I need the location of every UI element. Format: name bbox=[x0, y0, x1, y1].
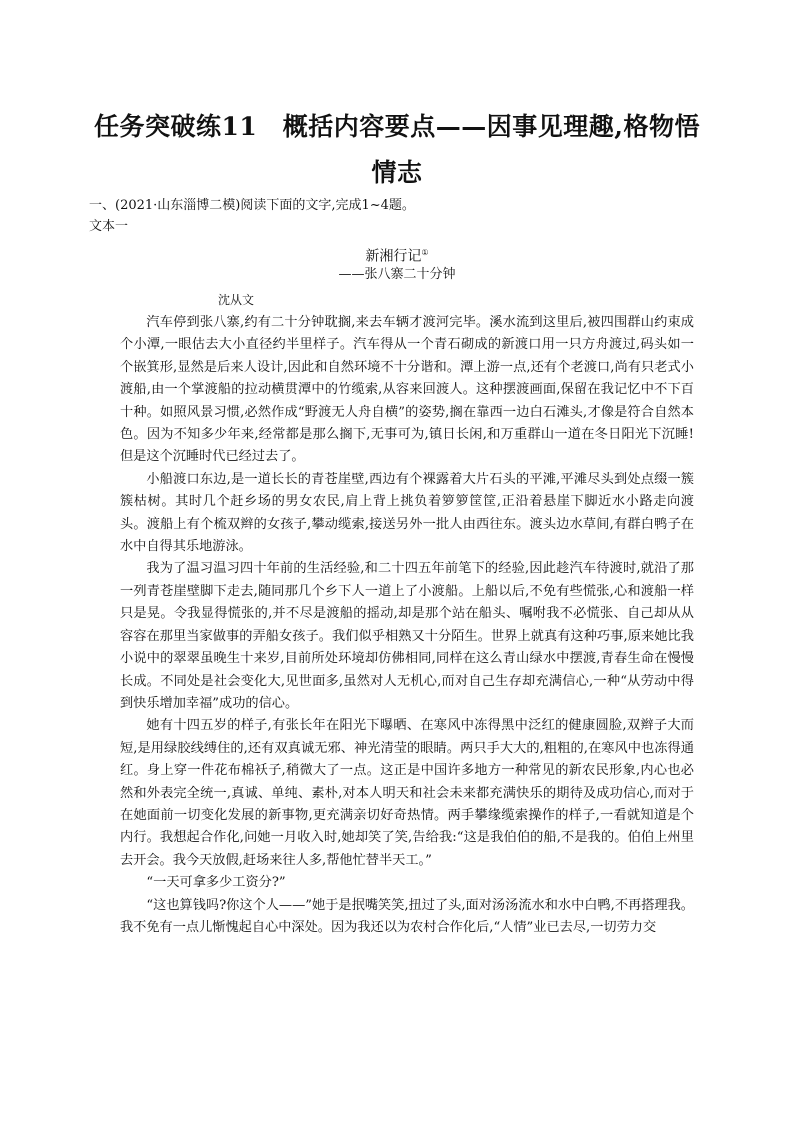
paragraph: “这也算钱吗?你这个人——”她于是抿嘴笑笑,扭过了头,面对汤汤流水和水中白鸭,不再搭理我。我不免有一点儿惭愧起自心中深处。因为我还以为农村合作化后,“人情”业已去尽,一切劳力交 bbox=[120, 897, 694, 935]
paragraph: 她有十四五岁的样子,有张长年在阳光下曝晒、在寒风中冻得黑中泛红的健康圆脸,双辫子大而短,是用绿胶线缚住的,还有双真诚无邪、神光清莹的眼睛。两只手大大的,粗粗的,在寒风中也冻得通红。身上穿一件花布棉袄子,稍微大了一点。这正是中国许多地方一种常见的新农民形象,内心也必然和外表完全统一,真诚、单纯、素朴,对本人明天和社会未来都充满快乐的期待及成功信心,而对于在她面前一切变化发展的新事物,更充满亲切好奇热情。两手攀缘缆索操作的样子,一看就知道是个内行。我想起合作化,问她一月收入时,她却笑了笑,告给我:“这是我伯伯的船,不是我的。伯伯上州里去开会。我今天放假,赶场来往人多,帮他忙替半天工。” bbox=[120, 718, 694, 868]
footnote-mark: ① bbox=[421, 248, 429, 257]
paragraph: 汽车停到张八寨,约有二十分钟耽搁,来去车辆才渡河完毕。溪水流到这里后,被四围群山约束成个小潭,一眼估去大小直径约半里样子。汽车得从一个青石砌成的新渡口用一只方舟渡过,码头如一个嵌箕形,显然是后来人设计,因此和自然环境不十分谐和。潭上游一点,还有个老渡口,尚有只老式小渡船,由一个掌渡船的拉动横贯潭中的竹缆索,从容来回渡人。这种摆渡画面,保留在我记忆中不下百十种。如照风景习惯,必然作成“野渡无人舟自横”的姿势,搁在靠西一边白石滩头,才像是符合自然本色。因为不知多少年来,经常都是那么搁下,无事可为,镇日长闲,和万重群山一道在冬日阳光下沉睡!但是这个沉睡时代已经过去了。 bbox=[120, 315, 694, 465]
section-intro: 一、(2021·山东淄博二模)阅读下面的文字,完成1~4题。 bbox=[89, 198, 415, 213]
article-title-line bbox=[0, 244, 794, 266]
article-author: 沈从文 bbox=[218, 293, 255, 307]
page-title: 任务突破练11 概括内容要点——因事见理趣,格物悟情志 bbox=[94, 112, 700, 187]
text-label: 文本一 bbox=[89, 219, 129, 234]
paragraph: 小船渡口东边,是一道长长的青苍崖壁,西边有个裸露着大片石头的平滩,平滩尽头到处点缀一簇簇枯树。其时几个赶乡场的男女农民,肩上背上挑负着箩箩筐筐,正沿着悬崖下脚近水小路走向渡头。渡船上有个梳双辫的女孩子,攀动缆索,接送另外一批人由西往东。渡头边水草间,有群白鸭子在水中自得其乐地游泳。 bbox=[120, 471, 694, 555]
paragraph: 我为了温习温习四十年前的生活经验,和二十四五年前笔下的经验,因此趁汽车待渡时,就沿了那一列青苍崖壁脚下走去,随同那几个乡下人一道上了小渡船。上船以后,不免有些慌张,心和渡船一样只是晃。令我显得慌张的,并不尽是渡船的摇动,却是那个站在船头、嘱咐我不必慌张、自己却从从容容在那里当家做事的弄船女孩子。我们似乎相熟又十分陌生。世界上就真有这种巧事,原来她比我小说中的翠翠虽晚生十来岁,目前所处环境却仿佛相同,同样在这么青山绿水中摆渡,青春生命在慢慢长成。不同处是社会变化大,见世面多,虽然对人无机心,而对自己生存却充满信心,一种“从劳动中得到快乐增加幸福”成功的信心。 bbox=[120, 561, 694, 711]
article-body bbox=[120, 312, 694, 939]
article-title: 新湘行记 bbox=[365, 248, 422, 265]
paragraph: “一天可拿多少工资分?” bbox=[146, 875, 286, 891]
article-subtitle: ——张八寨二十分钟 bbox=[338, 267, 456, 282]
